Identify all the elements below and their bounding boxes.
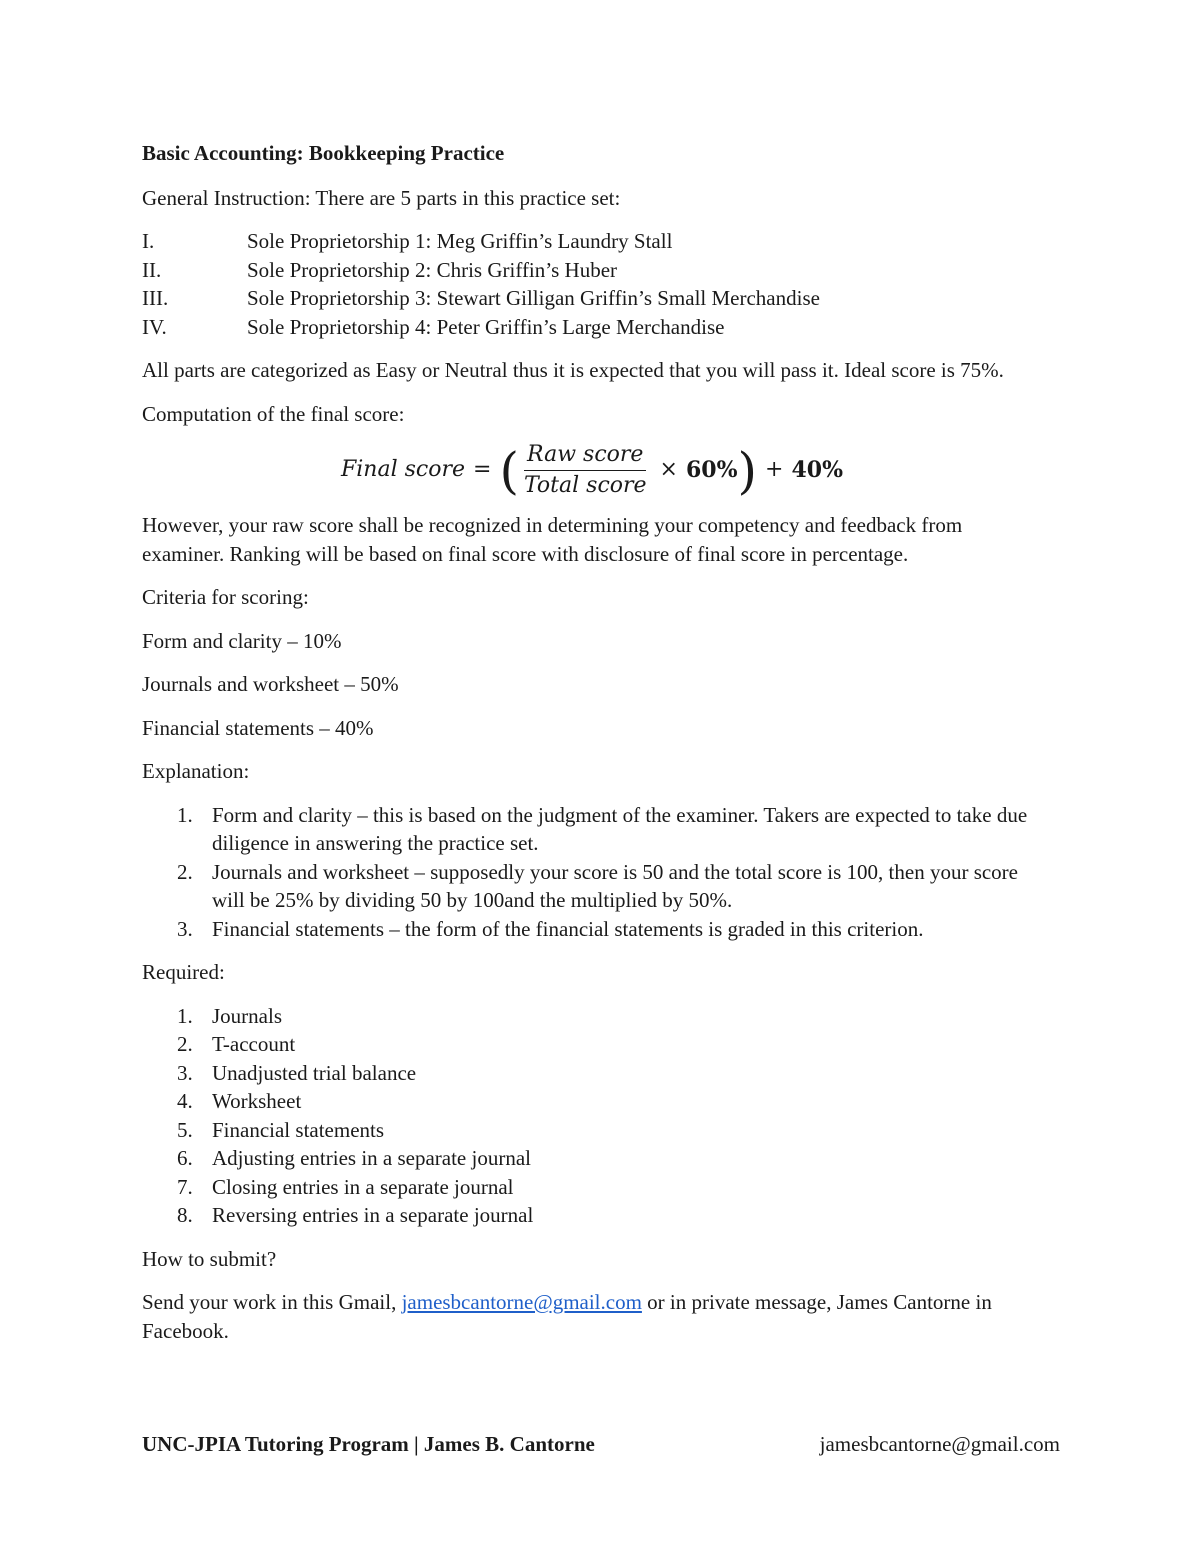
explanation-label: Explanation: [142,759,250,783]
list-item [142,858,1042,915]
list-item [142,1201,1042,1230]
formula-plus: + [765,457,784,483]
list-item [142,1116,1042,1145]
criteria-item: Form and clarity – 10% [142,628,342,653]
list-item-text: T-account [212,1032,296,1056]
list-item-text: Sole Proprietorship 4: Peter Griffin’s Large Merchandise [247,314,725,339]
criteria-item: Financial statements – 40% [142,715,374,740]
list-item [142,1144,1042,1173]
list-item-number: 5. [177,1117,193,1142]
list-item-text: Journals and worksheet – supposedly your score is 50 and the total score is 100, then your score will be 25% by dividing 50 by 100and the multiplied by 50%. [212,859,1018,912]
formula-base: 40% [791,457,843,484]
required-list [142,1002,1042,1230]
list-item [142,227,1042,256]
formula-open-paren: ( [499,441,519,500]
submit-text-after: or in private message, James Cantorne in Facebook. [142,1290,992,1343]
computation-label: Computation of the final score: [142,401,405,426]
list-item-number: 1. [177,802,193,827]
list-item-text: Adjusting entries in a separate journal [212,1146,531,1170]
criteria-item: Journals and worksheet – 50% [142,672,399,696]
list-item [142,1173,1042,1202]
list-item-number: 7. [177,1174,193,1199]
list-item [142,1030,1042,1059]
list-item [142,915,1042,944]
general-instruction: General Instruction: There are 5 parts in this practice set: [142,185,621,210]
list-item-number: IV. [142,314,167,339]
formula-close-paren: ) [737,441,758,500]
criteria-label: Criteria for scoring: [142,585,309,609]
list-item-text: Sole Proprietorship 3: Stewart Gilligan Griffin’s Small Merchandise [247,286,820,310]
footer-email: jamesbcantorne@gmail.com [819,1432,1060,1456]
document-page [142,139,1042,1360]
submit-label: How to submit? [142,1246,277,1271]
however-paragraph: However, your raw score shall be recognized in determining your competency and feedback from examiner. Ranking will be based on final score with disclosure of final score in percentage. [142,513,963,566]
document-title: Basic Accounting: Bookkeeping Practice [142,141,505,165]
list-item-number: 3. [177,916,193,941]
footer-program: UNC-JPIA Tutoring Program | James B. Cantorne [142,1432,595,1456]
list-item [142,284,1042,313]
list-item-text: Form and clarity – this is based on the judgment of the examiner. Takers are expected to take due diligence in answering the practice set. [212,802,1028,855]
final-score-formula [142,442,1042,499]
email-link[interactable]: jamesbcantorne@gmail.com [401,1290,642,1314]
formula-denominator: Total score [523,473,647,498]
formula-fraction [521,442,650,499]
categorized-paragraph: All parts are categorized as Easy or Neutral thus it is expected that you will pass it. Ideal score is 75%. [142,358,1004,382]
list-item-text: Financial statements – the form of the financial statements is graded in this criterion. [212,916,924,941]
list-item-number: 4. [177,1089,193,1113]
list-item-text: Sole Proprietorship 1: Meg Griffin’s Laundry Stall [247,229,673,253]
formula-equals: = [473,457,492,483]
list-item-number: 2. [177,1032,193,1056]
explanation-list [142,801,1042,944]
formula-times: × [659,457,678,483]
formula-numerator: Raw score [524,442,646,471]
list-item-text: Sole Proprietorship 2: Chris Griffin’s Huber [247,257,618,282]
list-item-number: 2. [177,859,193,884]
list-item-number: III. [142,286,169,310]
list-item [142,801,1042,858]
list-item-number: II. [142,257,162,282]
list-item-number: 8. [177,1203,193,1227]
parts-list [142,227,1042,341]
list-item-text: Reversing entries in a separate journal [212,1203,534,1227]
list-item [142,313,1042,342]
list-item [142,1059,1042,1088]
list-item-number: 1. [177,1003,193,1028]
list-item [142,1087,1042,1116]
list-item-number: 3. [177,1060,193,1085]
list-item-text: Worksheet [212,1089,302,1113]
submit-paragraph [142,1288,1042,1345]
formula-lhs: Final score [340,457,465,483]
list-item-number: 6. [177,1146,193,1170]
submit-text-before: Send your work in this Gmail, [142,1290,402,1314]
formula-weight: 60% [685,457,738,484]
list-item-number: I. [142,229,155,253]
required-label: Required: [142,960,225,984]
list-item [142,256,1042,285]
page-footer [142,1430,1060,1459]
list-item-text: Closing entries in a separate journal [212,1174,514,1199]
list-item-text: Unadjusted trial balance [212,1060,417,1085]
list-item [142,1002,1042,1031]
list-item-text: Journals [212,1003,282,1028]
list-item-text: Financial statements [212,1117,385,1142]
